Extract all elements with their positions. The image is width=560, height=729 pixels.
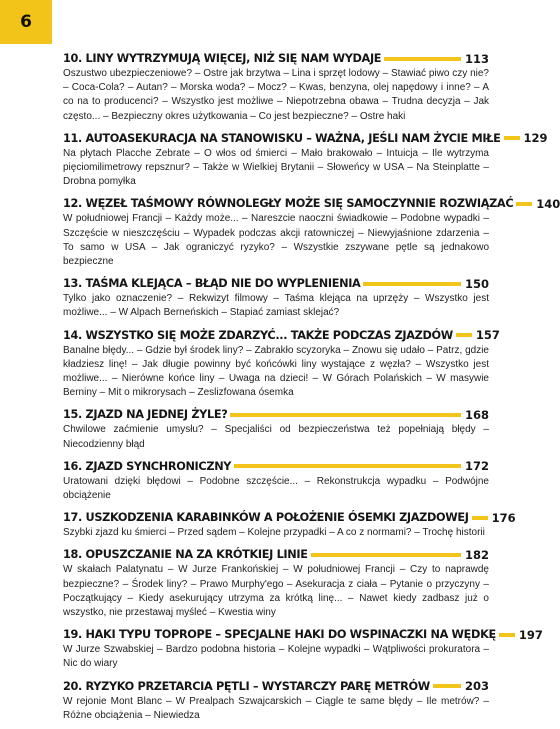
chapter-page-number: 113 xyxy=(464,51,489,66)
leader-bar xyxy=(363,282,461,286)
chapter-page-number: 129 xyxy=(523,131,548,146)
leader-bar xyxy=(384,57,461,61)
toc-entry-heading xyxy=(63,327,500,344)
toc-entry-heading xyxy=(63,546,489,563)
toc-entry-heading xyxy=(63,626,543,643)
toc-entry[interactable] xyxy=(63,275,489,320)
leader-bar xyxy=(516,202,532,206)
toc-entry-heading xyxy=(63,678,489,695)
toc-entry[interactable] xyxy=(63,509,516,540)
leader-bar xyxy=(311,553,461,557)
chapter-title[interactable]: 20. RYZYKO PRZETARCIA PĘTLI – WYSTARCZY PARĘ METRÓW xyxy=(63,679,430,693)
chapter-summary: Banalne błędy... – Gdzie był środek liny? – Zabrakło scyzoryka – Znowu się udało – Patrz, gdzie kładziesz linę! – Jak długie powinny być końcówki liny wystające z węzła? – Wszystko jest możliwe... – Nierówne końce liny – Uwaga na dzieci! – W Górach Polańskich – W masywie Berniny – Mit o mikrorysach – Zeslizfowana ósemka xyxy=(63,344,489,399)
chapter-summary: Uratowani dzięki błędowi – Podobne szczęście... – Rekonstrukcja wypadku – Podwójne obciążenie xyxy=(63,475,489,502)
chapter-title[interactable]: 17. USZKODZENIA KARABINKÓW A POŁOŻENIE ÓSEMKI ZJAZDOWEJ xyxy=(63,511,469,525)
chapter-summary: Oszustwo ubezpieczeniowe? – Ostre jak brzytwa – Lina i sprzęt lodowy – Stawiać piwo czy nie? – Coca-Cola? – Autan? – Morska woda? – Mocz? – Kwas, benzyna, olej napędowy i inne? – A co na to producenci? – Wszystko jest możliwe – Niepotrzebna obawa – Trudna decyzja – Jak często... – Bezpieczny okres użytkowania – Co jest bezpieczne? – Ostre haki xyxy=(63,68,489,122)
chapter-page-number: 157 xyxy=(475,328,500,343)
toc-entry-heading xyxy=(63,406,489,423)
chapter-page-number: 140 xyxy=(536,196,560,211)
toc-entry[interactable] xyxy=(63,546,489,620)
chapter-summary: W skałach Palatynatu – W Jurze Frankońskiej – W południowej Francji – Czy to naprawdę bezpieczne? – Środek liny? – Prawo Murphy'ego – Asekuracja z ciała – Pytanie o przyczyny – Początkujący – Kiedy asekurujący utrzyma za krótką linę... – Nawet kiedy zadbasz już o wszystko, nie przestawaj myśleć – Kwestia winy xyxy=(63,564,489,619)
toc-entry-heading xyxy=(63,50,489,67)
chapter-title[interactable]: 13. TAŚMA KLEJĄCA – BŁĄD NIE DO WYPLENIENIA xyxy=(63,277,361,291)
toc-entry[interactable] xyxy=(63,130,548,190)
chapter-title[interactable]: 15. ZJAZD NA JEDNEJ ŻYLE? xyxy=(63,408,228,422)
table-of-contents xyxy=(63,50,560,729)
toc-entry[interactable] xyxy=(63,327,500,401)
toc-entry-heading xyxy=(63,275,489,292)
chapter-summary: W rejonie Mont Blanc – W Prealpach Szwajcarskich – Ciągle te same błędy – Ile metrów? – Różne obciążenia – Niewiedza xyxy=(63,695,489,721)
chapter-summary: W Jurze Szwabskiej – Bardzo podobna historia – Kolejne wypadki – Wątpliwości prokuratora – Nic do wiary xyxy=(63,644,489,670)
chapter-title[interactable]: 16. ZJAZD SYNCHRONICZNY xyxy=(63,459,232,473)
chapter-summary: Szybki zjazd ku śmierci – Przed sądem – Kolejne przypadki – A co z normami? – Trochę historii xyxy=(63,527,485,539)
chapter-title[interactable]: 19. HAKI TYPU TOPROPE – SPECJALNE HAKI DO WSPINACZKI NA WĘDKĘ xyxy=(63,628,496,642)
toc-entry-heading xyxy=(63,509,516,526)
chapter-page-number: 150 xyxy=(464,276,489,291)
chapter-title[interactable]: 11. AUTOASEKURACJA NA STANOWISKU – WAŻNA, JEŚLI NAM ŻYCIE MIŁE xyxy=(63,131,501,145)
leader-bar xyxy=(456,333,472,337)
toc-entry-heading xyxy=(63,458,489,475)
toc-entry[interactable] xyxy=(63,195,560,269)
chapter-page-number: 176 xyxy=(491,510,516,525)
toc-entry[interactable] xyxy=(63,50,489,124)
chapter-title[interactable]: 14. WSZYSTKO SIĘ MOŻE ZDARZYĆ... TAKŻE PODCZAS ZJAZDÓW xyxy=(63,328,453,342)
chapter-page-number: 168 xyxy=(464,407,489,422)
toc-entry[interactable] xyxy=(63,458,489,503)
chapter-summary: Tylko jako oznaczenie? – Rekwizyt filmowy – Taśma klejąca na uprzęży – Wszystko jest możliwe... – W Alpach Berneńskich – Stapiać zamiast sklejać? xyxy=(63,293,489,319)
chapter-page-number: 203 xyxy=(464,679,489,694)
toc-entry-heading xyxy=(63,130,548,147)
page-number: 6 xyxy=(20,12,32,32)
chapter-summary: W południowej Francji – Każdy może... – Nareszcie naoczni świadkowie – Podobne wypadki – Szczęście w nieszczęściu – Wypadek podczas akcji ratowniczej – Niewyjaśnione zdarzenia – To samo w USA – Jak ograniczyć ryzyko? – Wszystkie zszywane pętle są jednakowo bezpieczne xyxy=(63,213,489,268)
chapter-title[interactable]: 18. OPUSZCZANIE NA ZA KRÓTKIEJ LINIE xyxy=(63,548,308,562)
chapter-page-number: 172 xyxy=(464,459,489,474)
chapter-summary: Na płytach Placche Zebrate – O włos od śmierci – Mało brakowało – Intuicja – Ile wytrzyma pięciomilimetrowy repsznur? – Także w Wielkiej Brytanii – Słoweńcy w USA – Na Steinplatte – Drobna pomyłka xyxy=(63,147,489,188)
leader-bar xyxy=(504,136,520,140)
toc-entry[interactable] xyxy=(63,678,489,723)
toc-entry-heading xyxy=(63,195,560,212)
leader-bar xyxy=(230,413,461,417)
leader-bar xyxy=(472,516,488,520)
page-number-tab xyxy=(0,0,52,44)
chapter-title[interactable]: 10. LINY WYTRZYMUJĄ WIĘCEJ, NIŻ SIĘ NAM WYDAJE xyxy=(63,52,382,65)
chapter-title[interactable]: 12. WĘZEŁ TAŚMOWY RÓWNOLEGŁY MOŻE SIĘ SAMOCZYNNIE ROZWIĄZAĆ xyxy=(63,197,514,211)
chapter-summary: Chwilowe zaćmienie umysłu? – Specjaliści od bezpieczeństwa też popełniają błędy – Niecodzienny błąd xyxy=(63,424,489,450)
toc-entry[interactable] xyxy=(63,626,543,671)
chapter-page-number: 197 xyxy=(518,627,543,642)
leader-bar xyxy=(234,464,461,468)
toc-entry[interactable] xyxy=(63,406,489,451)
chapter-page-number: 182 xyxy=(464,547,489,562)
leader-bar xyxy=(433,684,461,688)
leader-bar xyxy=(499,633,515,637)
